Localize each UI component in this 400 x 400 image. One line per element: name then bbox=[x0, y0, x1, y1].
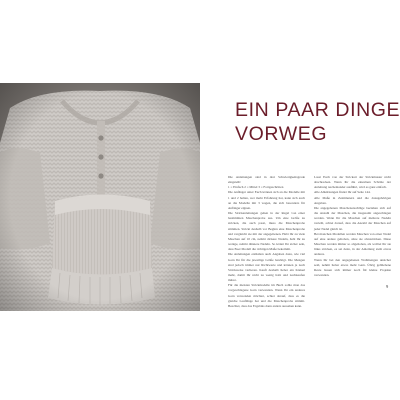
paragraph: Alle Abkürzungen findet Ihr auf Seite 144. bbox=[314, 190, 371, 195]
paragraph: Die Strickanleitungen gehen in der Regel von einer bestimmten Maschenprobe aus. Um eine Größe zu stricken, die auch passt, muss die Maschenprobe stimmen. Strickt deshalb vor Beginn eine Maschenprobe und vergleicht sie mit der angegebenen. Habt Ihr zu viele Maschen auf 10 cm, nehmt dickere Nadeln, habt Ihr zu wenige, nehmt dünnere Nadeln. So könnt Ihr sicher sein, dass Euer Modell die richtigen Maße bekommt. bbox=[228, 211, 305, 252]
paragraph: Lasst Euch von der Strickart der Strickmuster nicht abschrecken. Wenn Ihr die einzelnen Schritte der Anleitung nacheinander ausführt, wird es ganz einfach. bbox=[314, 175, 391, 190]
paragraph: Für die meisten Strickmodelle im Buch sollte man das vorgeschlagene Garn verwenden. Wenn Ihr ein anderes Garn verwenden möchtet, achtet darauf, dass es die gleiche Lauflänge hat und die Maschenprobe stimmt. Beachtet, dass das Ergebnis dann anders aussehen kann. bbox=[228, 283, 305, 308]
knitwear-photo bbox=[0, 83, 200, 311]
paragraph: Die angegebenen Maschenanschläge beziehen sich auf die Anzahl der Maschen, die insgesamt angeschlagen werden. Wenn Ihr die Maschen auf mehrere Nadeln verteilt, achtet darauf, dass die Anzahl der Maschen auf jeder Nadel gleich ist. bbox=[314, 205, 391, 231]
paragraph: Wenn Ihr bei den angegebenen Wollmengen unsicher seid, nehmt lieber etwas mehr Garn. Übrig gebliebene Reste lassen sich immer noch für kleine Projekte verwenden. bbox=[314, 257, 391, 277]
page-number: 9 bbox=[386, 284, 389, 289]
paragraph: 1 = Einfach 2 = Mittel 3 = Fortgeschritten bbox=[228, 185, 284, 190]
paragraph: Die Anleitungen enthalten auch Angaben dazu, wie viel Garn Ihr für die jeweilige Größe benötigt. Die Mengen sind jedoch immer nur Richtwerte und können je nach Strickweise variieren. Kauft deshalb lieber ein Knäuel mehr, damit Ihr nicht zu wenig habt und nachkaufen müsst. bbox=[228, 252, 305, 283]
heading-line-1: EIN PAAR DINGE bbox=[235, 99, 400, 121]
paragraph: Alle Maße in Zentimetern und die dazugehörigen Angaben. bbox=[314, 195, 391, 205]
paragraph: Die Anleitungen sind in drei Schwierigkeitsgrade eingeteilt: bbox=[228, 175, 305, 185]
knitwear-illustration bbox=[0, 83, 200, 311]
heading-line-2: VORWEG bbox=[235, 123, 328, 145]
paragraph: Die Anfänger unter Euch können sich an die Modelle mit 1 und 2 halten, wer mehr Erfahrung hat, kann sich auch an die Modelle mit 3 wagen, die sich besonders für Anfänger eignen. bbox=[228, 190, 305, 210]
paragraph: Bei manchen Modellen werden Maschen von einer Nadel auf eine andere gehoben, ohne sie abzustricken. Diese Maschen werden immer so abgehoben, als wolltet Ihr sie links stricken, es sei denn, in der Anleitung steht etwas anderes. bbox=[314, 231, 391, 257]
body-column-right bbox=[314, 175, 391, 278]
body-column-left bbox=[228, 175, 305, 309]
page-heading bbox=[235, 98, 400, 146]
